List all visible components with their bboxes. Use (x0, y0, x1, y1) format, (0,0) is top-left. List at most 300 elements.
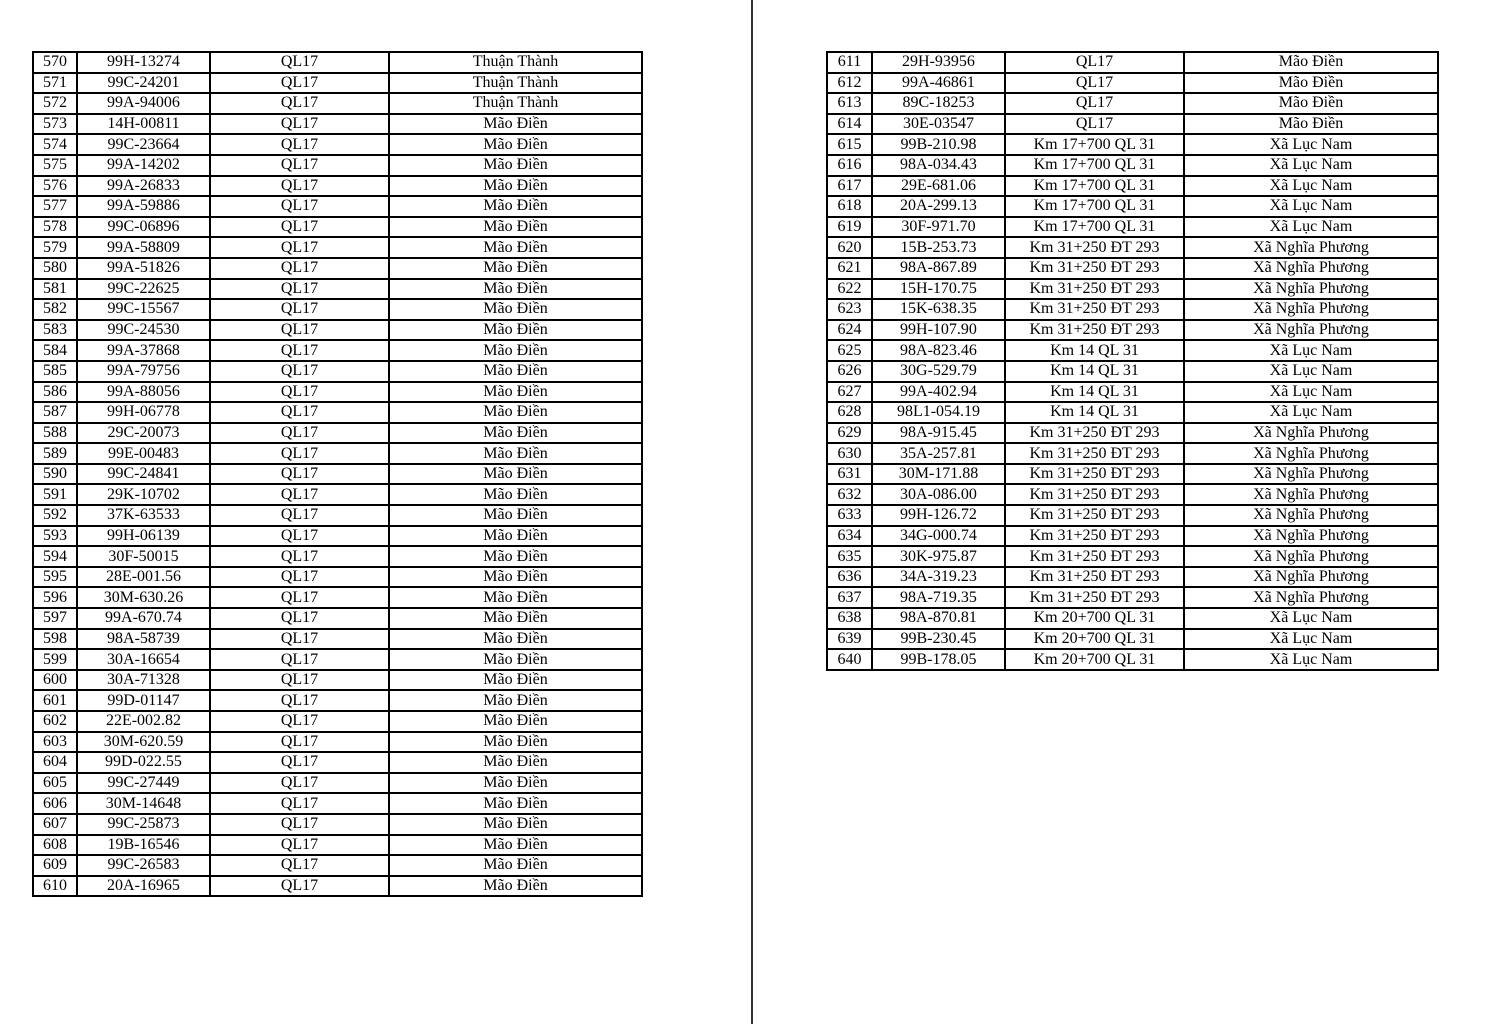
row-number-cell: 624 (827, 320, 872, 341)
row-number-cell: 576 (33, 176, 77, 197)
table-row (33, 73, 642, 94)
plate-number-cell: 99C-15567 (77, 299, 210, 320)
area-cell: Mão Điền (389, 320, 642, 341)
area-cell: Mão Điền (389, 526, 642, 547)
row-number-cell: 599 (33, 649, 77, 670)
row-number-cell: 574 (33, 134, 77, 155)
plate-number-cell: 30M-620.59 (77, 732, 210, 753)
location-cell: Km 31+250 ĐT 293 (1005, 279, 1184, 300)
table-row (33, 670, 642, 691)
plate-number-cell: 99C-24841 (77, 464, 210, 485)
area-cell: Xã Nghĩa Phương (1184, 320, 1438, 341)
plate-number-cell: 22E-002.82 (77, 711, 210, 732)
plate-number-cell: 99C-23664 (77, 134, 210, 155)
location-cell: Km 31+250 ĐT 293 (1005, 484, 1184, 505)
area-cell: Mão Điền (1184, 52, 1438, 73)
plate-number-cell: 99A-46861 (872, 73, 1005, 94)
area-cell: Xã Lục Nam (1184, 196, 1438, 217)
row-number-cell: 604 (33, 752, 77, 773)
row-number-cell: 581 (33, 279, 77, 300)
location-cell: QL17 (210, 526, 389, 547)
plate-number-cell: 99C-22625 (77, 279, 210, 300)
location-cell: Km 17+700 QL 31 (1005, 217, 1184, 238)
area-cell: Mão Điền (389, 299, 642, 320)
row-number-cell: 588 (33, 423, 77, 444)
row-number-cell: 582 (33, 299, 77, 320)
row-number-cell: 607 (33, 814, 77, 835)
location-cell: QL17 (210, 546, 389, 567)
plate-number-cell: 99A-58809 (77, 237, 210, 258)
area-cell: Xã Lục Nam (1184, 402, 1438, 423)
area-cell: Mão Điền (389, 340, 642, 361)
table-row (827, 176, 1438, 197)
location-cell: QL17 (210, 670, 389, 691)
location-cell: Km 31+250 ĐT 293 (1005, 258, 1184, 279)
table-row (33, 279, 642, 300)
table-row (33, 93, 642, 114)
location-cell: Km 31+250 ĐT 293 (1005, 464, 1184, 485)
area-cell: Xã Nghĩa Phương (1184, 505, 1438, 526)
row-number-cell: 617 (827, 176, 872, 197)
row-number-cell: 593 (33, 526, 77, 547)
left-records-table (32, 51, 643, 897)
table-row (33, 155, 642, 176)
row-number-cell: 590 (33, 464, 77, 485)
location-cell: Km 17+700 QL 31 (1005, 196, 1184, 217)
area-cell: Mão Điền (389, 258, 642, 279)
area-cell: Mão Điền (389, 793, 642, 814)
row-number-cell: 594 (33, 546, 77, 567)
area-cell: Mão Điền (389, 464, 642, 485)
plate-number-cell: 29C-20073 (77, 423, 210, 444)
table-row (827, 484, 1438, 505)
location-cell: QL17 (210, 608, 389, 629)
table-row (33, 299, 642, 320)
table-row (33, 443, 642, 464)
plate-number-cell: 99A-402.94 (872, 382, 1005, 403)
area-cell: Mão Điền (1184, 93, 1438, 114)
plate-number-cell: 99C-06896 (77, 217, 210, 238)
area-cell: Xã Lục Nam (1184, 649, 1438, 670)
area-cell: Mão Điền (389, 155, 642, 176)
plate-number-cell: 99H-06139 (77, 526, 210, 547)
location-cell: QL17 (210, 505, 389, 526)
table-row (827, 649, 1438, 670)
table-row (33, 196, 642, 217)
area-cell: Thuận Thành (389, 93, 642, 114)
location-cell: QL17 (210, 258, 389, 279)
table-row (33, 464, 642, 485)
plate-number-cell: 99B-178.05 (872, 649, 1005, 670)
area-cell: Mão Điền (389, 855, 642, 876)
location-cell: Km 31+250 ĐT 293 (1005, 237, 1184, 258)
table-row (827, 237, 1438, 258)
plate-number-cell: 34A-319.23 (872, 567, 1005, 588)
plate-number-cell: 99D-022.55 (77, 752, 210, 773)
plate-number-cell: 99A-59886 (77, 196, 210, 217)
area-cell: Mão Điền (389, 279, 642, 300)
plate-number-cell: 99H-06778 (77, 402, 210, 423)
row-number-cell: 630 (827, 443, 872, 464)
location-cell: QL17 (210, 217, 389, 238)
area-cell: Mão Điền (389, 443, 642, 464)
row-number-cell: 608 (33, 835, 77, 856)
row-number-cell: 621 (827, 258, 872, 279)
location-cell: QL17 (210, 732, 389, 753)
row-number-cell: 591 (33, 484, 77, 505)
location-cell: Km 20+700 QL 31 (1005, 649, 1184, 670)
location-cell: QL17 (210, 752, 389, 773)
row-number-cell: 584 (33, 340, 77, 361)
location-cell: QL17 (210, 134, 389, 155)
plate-number-cell: 99H-126.72 (872, 505, 1005, 526)
table-row (33, 876, 642, 897)
row-number-cell: 627 (827, 382, 872, 403)
table-row (33, 505, 642, 526)
plate-number-cell: 30M-630.26 (77, 587, 210, 608)
location-cell: Km 31+250 ĐT 293 (1005, 587, 1184, 608)
row-number-cell: 577 (33, 196, 77, 217)
table-row (827, 587, 1438, 608)
row-number-cell: 571 (33, 73, 77, 94)
location-cell: QL17 (210, 237, 389, 258)
table-row (33, 217, 642, 238)
table-row (33, 134, 642, 155)
location-cell: Km 17+700 QL 31 (1005, 176, 1184, 197)
plate-number-cell: 29E-681.06 (872, 176, 1005, 197)
table-row (33, 402, 642, 423)
plate-number-cell: 15H-170.75 (872, 279, 1005, 300)
table-row (827, 629, 1438, 650)
table-row (33, 423, 642, 444)
row-number-cell: 612 (827, 73, 872, 94)
plate-number-cell: 98L1-054.19 (872, 402, 1005, 423)
row-number-cell: 592 (33, 505, 77, 526)
row-number-cell: 596 (33, 587, 77, 608)
plate-number-cell: 98A-915.45 (872, 423, 1005, 444)
plate-number-cell: 30M-14648 (77, 793, 210, 814)
table-row (33, 855, 642, 876)
location-cell: QL17 (1005, 114, 1184, 135)
row-number-cell: 610 (33, 876, 77, 897)
table-row (33, 176, 642, 197)
plate-number-cell: 99A-94006 (77, 93, 210, 114)
location-cell: QL17 (210, 464, 389, 485)
area-cell: Mão Điền (389, 402, 642, 423)
table-row (33, 114, 642, 135)
location-cell: QL17 (210, 299, 389, 320)
location-cell: QL17 (210, 402, 389, 423)
area-cell: Xã Nghĩa Phương (1184, 423, 1438, 444)
plate-number-cell: 30K-975.87 (872, 546, 1005, 567)
table-row (827, 196, 1438, 217)
row-number-cell: 625 (827, 340, 872, 361)
table-row (827, 73, 1438, 94)
area-cell: Mão Điền (389, 752, 642, 773)
table-row (33, 835, 642, 856)
location-cell: Km 14 QL 31 (1005, 340, 1184, 361)
table-row (827, 340, 1438, 361)
area-cell: Mão Điền (389, 670, 642, 691)
location-cell: QL17 (210, 629, 389, 650)
area-cell: Xã Lục Nam (1184, 340, 1438, 361)
location-cell: Km 31+250 ĐT 293 (1005, 567, 1184, 588)
table-row (827, 52, 1438, 73)
plate-number-cell: 37K-63533 (77, 505, 210, 526)
location-cell: QL17 (210, 855, 389, 876)
row-number-cell: 632 (827, 484, 872, 505)
row-number-cell: 622 (827, 279, 872, 300)
plate-number-cell: 30A-16654 (77, 649, 210, 670)
area-cell: Mão Điền (389, 134, 642, 155)
row-number-cell: 578 (33, 217, 77, 238)
location-cell: Km 20+700 QL 31 (1005, 629, 1184, 650)
row-number-cell: 619 (827, 217, 872, 238)
plate-number-cell: 19B-16546 (77, 835, 210, 856)
plate-number-cell: 30F-50015 (77, 546, 210, 567)
table-row (827, 134, 1438, 155)
plate-number-cell: 98A-870.81 (872, 608, 1005, 629)
area-cell: Xã Nghĩa Phương (1184, 299, 1438, 320)
area-cell: Xã Nghĩa Phương (1184, 526, 1438, 547)
plate-number-cell: 15B-253.73 (872, 237, 1005, 258)
location-cell: QL17 (210, 587, 389, 608)
row-number-cell: 639 (827, 629, 872, 650)
plate-number-cell: 99C-24201 (77, 73, 210, 94)
row-number-cell: 636 (827, 567, 872, 588)
area-cell: Mão Điền (389, 732, 642, 753)
table-row (33, 320, 642, 341)
row-number-cell: 572 (33, 93, 77, 114)
area-cell: Mão Điền (389, 114, 642, 135)
location-cell: Km 14 QL 31 (1005, 402, 1184, 423)
area-cell: Mão Điền (389, 629, 642, 650)
area-cell: Xã Nghĩa Phương (1184, 546, 1438, 567)
row-number-cell: 602 (33, 711, 77, 732)
row-number-cell: 623 (827, 299, 872, 320)
row-number-cell: 589 (33, 443, 77, 464)
plate-number-cell: 89C-18253 (872, 93, 1005, 114)
location-cell: Km 14 QL 31 (1005, 382, 1184, 403)
area-cell: Thuận Thành (389, 73, 642, 94)
row-number-cell: 629 (827, 423, 872, 444)
plate-number-cell: 98A-58739 (77, 629, 210, 650)
table-row (33, 629, 642, 650)
plate-number-cell: 20A-299.13 (872, 196, 1005, 217)
table-row (33, 52, 642, 73)
area-cell: Xã Lục Nam (1184, 629, 1438, 650)
row-number-cell: 585 (33, 361, 77, 382)
area-cell: Mão Điền (1184, 73, 1438, 94)
location-cell: QL17 (210, 773, 389, 794)
row-number-cell: 587 (33, 402, 77, 423)
area-cell: Xã Lục Nam (1184, 176, 1438, 197)
plate-number-cell: 98A-719.35 (872, 587, 1005, 608)
table-row (827, 155, 1438, 176)
area-cell: Xã Nghĩa Phương (1184, 464, 1438, 485)
location-cell: QL17 (210, 814, 389, 835)
table-row (827, 546, 1438, 567)
plate-number-cell: 30F-971.70 (872, 217, 1005, 238)
table-row (827, 320, 1438, 341)
area-cell: Mão Điền (389, 814, 642, 835)
location-cell: QL17 (210, 484, 389, 505)
plate-number-cell: 30E-03547 (872, 114, 1005, 135)
location-cell: QL17 (210, 73, 389, 94)
area-cell: Xã Lục Nam (1184, 608, 1438, 629)
table-row (33, 690, 642, 711)
area-cell: Mão Điền (389, 773, 642, 794)
row-number-cell: 586 (33, 382, 77, 403)
plate-number-cell: 99B-210.98 (872, 134, 1005, 155)
location-cell: Km 14 QL 31 (1005, 361, 1184, 382)
area-cell: Xã Nghĩa Phương (1184, 279, 1438, 300)
page-divider (751, 0, 753, 1024)
table-row (827, 114, 1438, 135)
plate-number-cell: 99C-25873 (77, 814, 210, 835)
area-cell: Mão Điền (389, 876, 642, 897)
location-cell: QL17 (1005, 73, 1184, 94)
table-row (827, 567, 1438, 588)
area-cell: Xã Lục Nam (1184, 217, 1438, 238)
plate-number-cell: 98A-867.89 (872, 258, 1005, 279)
area-cell: Mão Điền (389, 237, 642, 258)
area-cell: Mão Điền (1184, 114, 1438, 135)
area-cell: Xã Nghĩa Phương (1184, 484, 1438, 505)
row-number-cell: 606 (33, 793, 77, 814)
row-number-cell: 638 (827, 608, 872, 629)
location-cell: QL17 (210, 361, 389, 382)
location-cell: QL17 (210, 93, 389, 114)
row-number-cell: 598 (33, 629, 77, 650)
plate-number-cell: 30A-71328 (77, 670, 210, 691)
location-cell: QL17 (210, 835, 389, 856)
table-row (33, 711, 642, 732)
area-cell: Xã Nghĩa Phương (1184, 237, 1438, 258)
location-cell: Km 31+250 ĐT 293 (1005, 423, 1184, 444)
plate-number-cell: 99A-88056 (77, 382, 210, 403)
area-cell: Mão Điền (389, 690, 642, 711)
area-cell: Mão Điền (389, 608, 642, 629)
plate-number-cell: 99E-00483 (77, 443, 210, 464)
row-number-cell: 579 (33, 237, 77, 258)
table-row (827, 526, 1438, 547)
location-cell: QL17 (210, 196, 389, 217)
row-number-cell: 613 (827, 93, 872, 114)
plate-number-cell: 30A-086.00 (872, 484, 1005, 505)
row-number-cell: 628 (827, 402, 872, 423)
location-cell: Km 20+700 QL 31 (1005, 608, 1184, 629)
area-cell: Mão Điền (389, 567, 642, 588)
table-row (33, 567, 642, 588)
location-cell: QL17 (210, 320, 389, 341)
plate-number-cell: 35A-257.81 (872, 443, 1005, 464)
row-number-cell: 597 (33, 608, 77, 629)
row-number-cell: 600 (33, 670, 77, 691)
plate-number-cell: 99H-13274 (77, 52, 210, 73)
row-number-cell: 631 (827, 464, 872, 485)
row-number-cell: 570 (33, 52, 77, 73)
location-cell: Km 31+250 ĐT 293 (1005, 505, 1184, 526)
area-cell: Xã Lục Nam (1184, 382, 1438, 403)
row-number-cell: 575 (33, 155, 77, 176)
location-cell: QL17 (210, 340, 389, 361)
location-cell: QL17 (210, 711, 389, 732)
plate-number-cell: 98A-034.43 (872, 155, 1005, 176)
row-number-cell: 637 (827, 587, 872, 608)
location-cell: QL17 (1005, 93, 1184, 114)
row-number-cell: 633 (827, 505, 872, 526)
location-cell: QL17 (210, 567, 389, 588)
table-row (827, 443, 1438, 464)
plate-number-cell: 99A-37868 (77, 340, 210, 361)
table-row (33, 649, 642, 670)
plate-number-cell: 99D-01147 (77, 690, 210, 711)
location-cell: QL17 (210, 793, 389, 814)
plate-number-cell: 30G-529.79 (872, 361, 1005, 382)
table-row (827, 382, 1438, 403)
location-cell: Km 31+250 ĐT 293 (1005, 320, 1184, 341)
location-cell: Km 31+250 ĐT 293 (1005, 443, 1184, 464)
area-cell: Mão Điền (389, 217, 642, 238)
plate-number-cell: 98A-823.46 (872, 340, 1005, 361)
area-cell: Xã Lục Nam (1184, 134, 1438, 155)
plate-number-cell: 30M-171.88 (872, 464, 1005, 485)
row-number-cell: 583 (33, 320, 77, 341)
area-cell: Mão Điền (389, 546, 642, 567)
table-row (33, 752, 642, 773)
area-cell: Mão Điền (389, 835, 642, 856)
table-row (33, 608, 642, 629)
area-cell: Mão Điền (389, 423, 642, 444)
location-cell: QL17 (210, 649, 389, 670)
area-cell: Mão Điền (389, 505, 642, 526)
location-cell: QL17 (210, 114, 389, 135)
location-cell: QL17 (210, 443, 389, 464)
table-row (33, 484, 642, 505)
table-row (827, 361, 1438, 382)
location-cell: Km 17+700 QL 31 (1005, 134, 1184, 155)
table-row (33, 732, 642, 753)
plate-number-cell: 99A-79756 (77, 361, 210, 382)
row-number-cell: 634 (827, 526, 872, 547)
table-row (33, 340, 642, 361)
table-row (33, 361, 642, 382)
area-cell: Xã Nghĩa Phương (1184, 587, 1438, 608)
plate-number-cell: 99A-26833 (77, 176, 210, 197)
row-number-cell: 626 (827, 361, 872, 382)
area-cell: Mão Điền (389, 196, 642, 217)
table-row (827, 279, 1438, 300)
row-number-cell: 618 (827, 196, 872, 217)
plate-number-cell: 29H-93956 (872, 52, 1005, 73)
location-cell: QL17 (210, 155, 389, 176)
area-cell: Xã Lục Nam (1184, 155, 1438, 176)
area-cell: Mão Điền (389, 711, 642, 732)
plate-number-cell: 28E-001.56 (77, 567, 210, 588)
table-row (33, 773, 642, 794)
area-cell: Mão Điền (389, 587, 642, 608)
row-number-cell: 605 (33, 773, 77, 794)
plate-number-cell: 99C-24530 (77, 320, 210, 341)
row-number-cell: 616 (827, 155, 872, 176)
table-row (33, 237, 642, 258)
area-cell: Mão Điền (389, 649, 642, 670)
table-row (33, 526, 642, 547)
area-cell: Mão Điền (389, 176, 642, 197)
location-cell: QL17 (210, 382, 389, 403)
table-row (827, 423, 1438, 444)
